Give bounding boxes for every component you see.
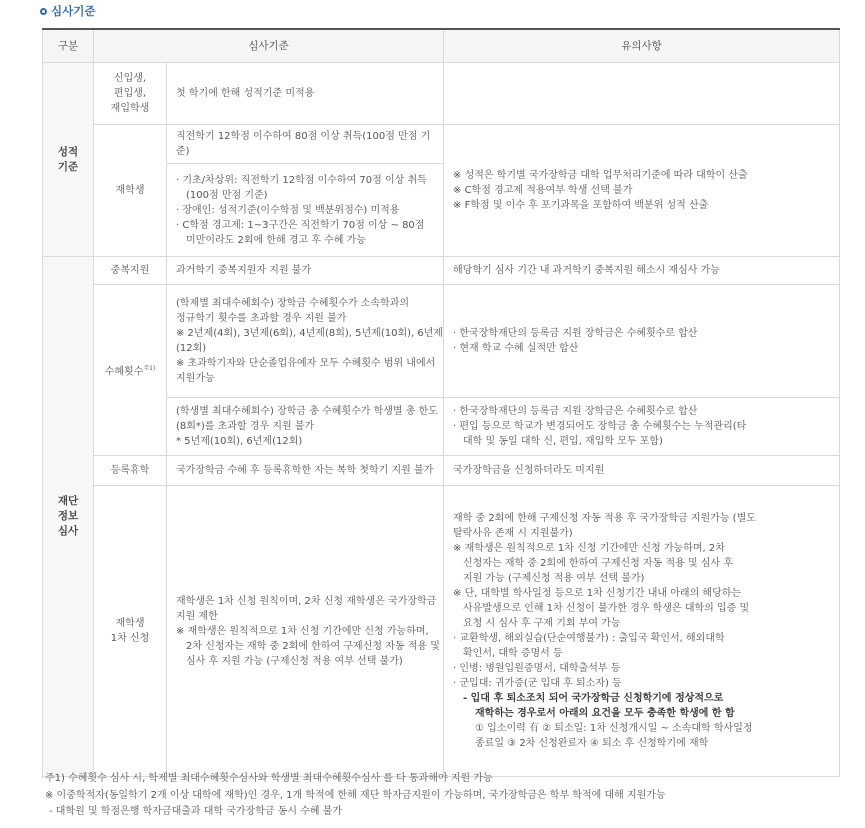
notes-new-student [444,63,840,125]
table-row [43,456,840,486]
criteria-duplicate: 과거학기 중복지원자 지원 불가 [167,257,444,285]
notes-count-top: · 한국장학재단의 등록금 지원 장학금은 수혜횟수로 합산 · 현재 학교 수혜 실적만 합산 [444,285,840,398]
footnotes [45,771,666,821]
subcategory-first-apply: 재학생 1차 신청 [94,486,167,777]
criteria-count-top: (학제별 최대수혜회수) 장학금 수혜횟수가 소속학과의 정규학기 횟수를 초과할 경우 지원 불가 ※ 2년제(4회), 3년제(6회), 4년제(8회), 5년제(10회), 6년제 (12회) ※ 초과학기자와 단순졸업유예자 모두 수혜횟수 범위 내에서 지원가능 [167,285,444,398]
table-row [43,63,840,125]
subcategory-duplicate: 중복지원 [94,257,167,285]
footnote-3: - 대학원 및 학점은행 학자금대출과 대학 국가장학금 동시 수혜 불가 [49,806,343,817]
subcategory-leave: 등록휴학 [94,456,167,486]
notes-enrolled: ※ 성적은 학기별 국가장학금 대학 업무처리기준에 따라 대학이 산출 ※ C학점 경고제 적용여부 학생 선택 불가 ※ F학점 및 이수 후 포기과목을 포함하여 백분위 성적 산출 [444,125,840,257]
criteria-leave: 국가장학금 수혜 후 등록휴학한 자는 복학 첫학기 지원 불가 [167,456,444,486]
table-row [43,285,840,398]
criteria-table [42,28,840,777]
header-category: 구분 [43,29,94,63]
category-finance: 재단 정보 심사 [43,257,94,777]
header-criteria: 심사기준 [94,29,444,63]
notes-duplicate: 해당학기 심사 기간 내 과거학기 중복지원 해소시 재심사 가능 [444,257,840,285]
header-notes: 유의사항 [444,29,840,63]
footnote-1: 주1) 수혜횟수 심사 시, 학제별 최대수혜횟수심사와 학생별 최대수혜횟수심사 를 다 통과해야 지원 가능 [45,773,493,784]
notes-count-bottom: · 한국장학재단의 등록금 지원 장학금은 수혜횟수로 합산 · 편입 등으로 학교가 변경되어도 장학금 총 수혜횟수는 누적관리(타 대학 및 동일 대학 신, 편입, 재입학 모두 포함) [444,398,840,456]
table-row [43,486,840,777]
circle-bullet-icon [40,8,47,15]
criteria-first-apply: 재학생은 1차 신청 원칙이며, 2차 신청 재학생은 국가장학금 지원 제한 ※ 재학생은 원칙적으로 1차 신청 기간에만 신청 가능하며, 2차 신청자는 재학 중 2회에 한하여 구제신청 자동 적용 및 심사 후 지원 가능 (구제신청 적용 여부 선택 불가) [167,486,444,777]
section-title-text: 심사기준 [51,4,96,18]
criteria-new-student: 첫 학기에 한해 성적기준 미적용 [167,63,444,125]
criteria-count-bottom: (학생별 최대수혜회수) 장학금 총 수혜횟수가 학생별 총 한도 (8회*)를 초과할 경우 지원 불가 * 5년제(10회), 6년제(12회) [167,398,444,456]
table-row [43,257,840,285]
category-grade: 성적 기준 [43,63,94,257]
section-title [40,3,95,19]
criteria-enrolled-top: 직전학기 12학점 이수하여 80점 이상 취득(100점 만점 기준) [167,125,444,164]
subcategory-enrolled: 재학생 [94,125,167,257]
subcategory-count: 수혜횟수$^{주1)}$ [94,285,167,456]
notes-leave: 국가장학금을 신청하더라도 미지원 [444,456,840,486]
footnote-2: ※ 이중학적자(동일학기 2개 이상 대학에 재학)인 경우, 1개 학적에 한해 재단 학자금지원이 가능하며, 국가장학금은 학부 학적에 대해 지원가능 [45,789,666,801]
criteria-enrolled-bottom: · 기초/차상위: 직전학기 12학점 이수하여 70점 이상 취득 (100점 만점 기준) · 장애인: 성적기준(이수학점 및 백분위점수) 미적용 · C학점 경고제: 1~3구간은 직전학기 70점 이상 ~ 80점 미만이라도 2회에 한해 경고 후 수혜 가능 [167,164,444,257]
table-row [43,125,840,164]
subcategory-new-student: 신입생, 편입생, 재입학생 [94,63,167,125]
notes-first-apply: 재학 중 2회에 한해 구제신청 자동 적용 후 국가장학금 지원가능 (별도 탈락사유 존재 시 지원불가) ※ 재학생은 원칙적으로 1차 신청 기간에만 신청 가능하며, 2차 신청자는 재학 중 2회에 한하여 구제신청 자동 적용 및 심사 후 지원 가능 (구제신청 적용 여부 선택 불가) ※ 단, 대학별 학사일정 등으로 1차 신청기간 내내 아래의 해당하는 사유발생으로 인해 1차 신청이 불가한 경우 학생은 대학의 입증 및 요청 시 심사 후 구제 기회 부여 가능 · 교환학생, 해외실습(단순여행불가) : 출입국 확인서, 해외대학 확인서, 대학 증명서 등 · 인병: 병원입원증명서, 대학출석부 등 · 군입대: 귀가증(군 입대 후 퇴소자) 등 - 입대 후 퇴소조치 되어 국가장학금 신청학기에 정상적으로 재학하는 경우로서 아래의 요건을 모두 충족한 학생에 한 함 ① 입소이력 有 ② 퇴소일: 1차 신청개시일 ~ 소속대학 학사일정 종료일 ③ 2차 신청완료자 ④ 퇴소 후 신청학기에 재학 [444,486,840,777]
